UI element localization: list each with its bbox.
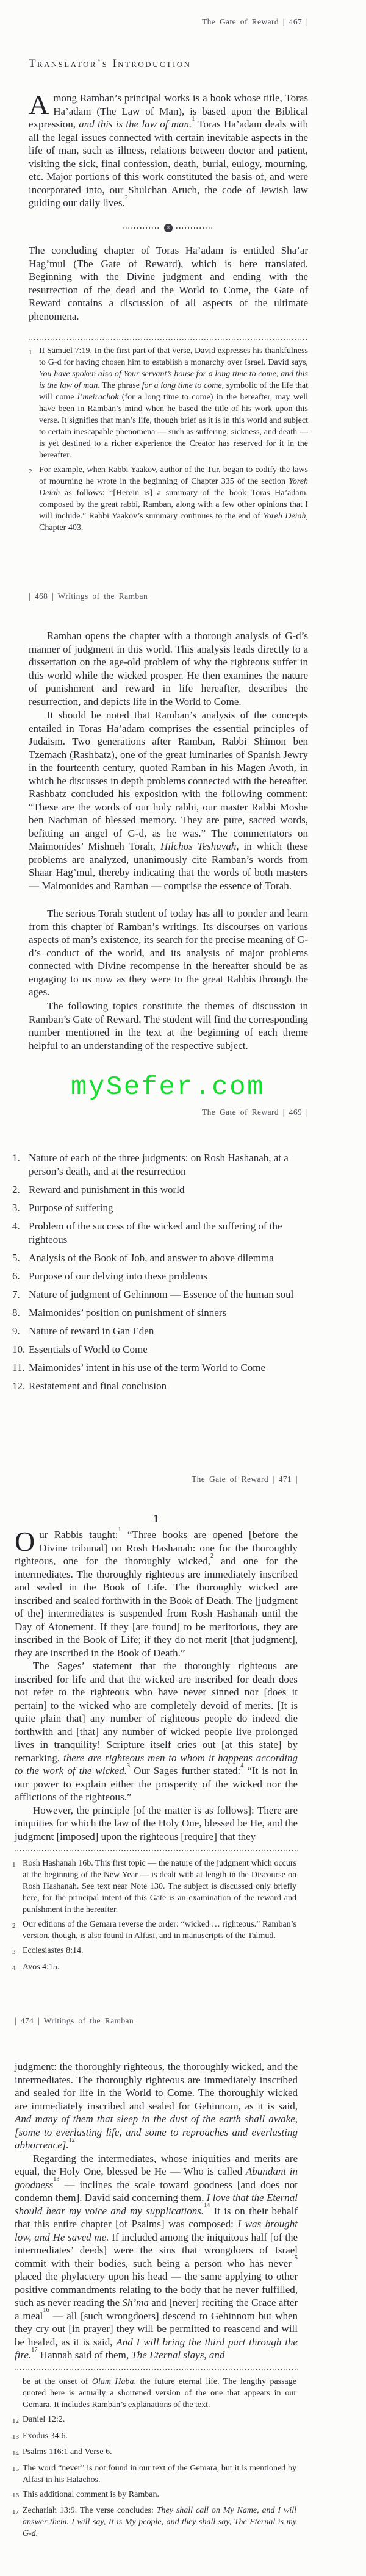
paragraph [29, 244, 308, 323]
list-item-number: 9. [12, 1325, 20, 1337]
list-item-number: 1. [12, 1152, 20, 1164]
footnote [12, 2463, 296, 2486]
list-item-text: Maimonides’ position on punishment of sinners [29, 1307, 227, 1318]
paragraph-text: The Sages’ statement that the thoroughly righteous are inscribed for life and that the wicked are inscribed for death does not refer to the righteous who have never sinned nor [does it pertain] to the wicked who are completely devoid of merits. [It is quite plain that] any number of righteous people do indeed die forthwith and [that] any number of wicked people live prolonged lives in tranquility! Scripture itself cries out [at this state] by remarking, there are righteous men to whom it happens according to the work of the wicked.$^3$ Our Sages further stated:$^4$ “It is not in our power to explain either the prosperity of the wicked nor the afflictions of the righteous.” [15, 1660, 298, 1803]
list-item-number: 2. [12, 1184, 20, 1195]
list-item-number: 5. [12, 1252, 20, 1264]
paragraph-text: ur Rabbis taught:$^1$ “Three books are opened [before the Divine tribunal] on Rosh Hashanah: one for the thoroughly righteous, one for the thoroughly wicked,$^2$ and one for the intermediates. The thoroughly righteous are immediately inscribed and sealed in the Book of Life. The thoroughly wicked are inscribed and sealed forthwith in the Book of Death. The [judgment of the] intermediates is suspended from Rosh Hashanah until the Day of Atonement. If they [are found] to be meritorious, they are inscribed in the Book of Life; if they do not merit [that judgment], they are inscribed in the Book of Death.” [15, 1526, 298, 1659]
footnote-number: 13 [12, 2433, 19, 2441]
list-item-text: Analysis of the Book of Job, and answer to above dilemma [29, 1252, 274, 1264]
list-item [12, 1151, 308, 1178]
list-item [12, 1251, 308, 1265]
rosette-icon: ✳ [164, 224, 173, 232]
list-item-text: Nature of each of the three judgments: on Rosh Hashanah, at a person’s death, and at the resurrection [29, 1152, 289, 1177]
list-item-text: Restatement and final conclusion [29, 1380, 167, 1392]
watermark-mysefer: mySefer.com [71, 1072, 265, 1103]
paragraph-text: The serious Torah student of today has all to ponder and learn from this chapter of Ramban’s writings. Its discourses on various aspects of man’s existence, its search for the precise meaning of G-d’s conduct of the world, and its analysis of major problems connected with Divine recompense in the hereafter should be as engaging to us now as they were to the great Rabbis through the ages. [29, 907, 308, 998]
footnote-text: Ecclesiastes 8:14. [23, 1946, 84, 1955]
footnote-number: 15 [12, 2466, 19, 2473]
dotted-line [176, 227, 214, 229]
footnote [12, 2489, 296, 2502]
running-header-468: | 468 | Writings of the Ramban [29, 592, 148, 601]
list-item-number: 12. [12, 1380, 26, 1392]
footnote-separator [15, 2369, 298, 2370]
list-item [12, 1220, 308, 1247]
list-item-number: 7. [12, 1289, 20, 1300]
running-header-474: | 474 | Writings of the Ramban [15, 2016, 134, 2025]
paragraph-text: Regarding the intermediates, whose iniquities and merits are equal, the Holy One, blessed be He — Who is called Abundant in goodness$^{13}$ — inclines the scale toward goodness [and does not condemn them]. David said concerning them, I love that the Eternal should hear my voice and my supplications.$^{14}$ It is on their behalf that this entire chapter [of Psalms] was composed: I was brought low, and He saved me. If included among the iniquitous half [of the intermediates’ deeds] were the sins that wrongdoers of Israel commit with their bodies, such being a person who has never$^{15}$ placed the phylactery upon his head — the same applying to other positive commandments relating to the body that he never fulfilled, such as never reading the Sh’ma and [never] reciting the Grace after a meal$^{16}$ — all [such wrongdoers] descend to Gehinnom but when they cry out [in prayer] they will be permitted to reascend and will be healed, as it is said, And I will bring the third part through the fire.$^{17}$ Hannah said of them, The Eternal slays, and [15, 2152, 298, 2361]
footnote [12, 1945, 296, 1958]
footnote-text: The word “never” is not found in our text of the Gemara, but it is mentioned by Alfasi in his Halachos. [23, 2463, 296, 2485]
footnote-number: 2 [29, 467, 32, 475]
footnote [29, 345, 308, 461]
paragraph-text: The following topics constitute the themes of discussion in Ramban’s Gate of Reward. The student will find the corresponding number mentioned in the text at the beginning of each theme helpful to an understanding of the respective subject. [29, 1000, 308, 1051]
footnote-number: 16 [12, 2492, 19, 2499]
footnote-continuation [12, 2376, 296, 2411]
footnote [29, 464, 308, 534]
list-item-number: 4. [12, 1220, 20, 1232]
section-title: Translator’s Introduction [29, 57, 192, 70]
list-item-text: Reward and punishment in this world [29, 1184, 185, 1195]
footnote-number: 14 [12, 2449, 19, 2457]
footnote [12, 1919, 296, 1942]
list-item [12, 1183, 308, 1197]
list-item-number: 3. [12, 1202, 20, 1214]
running-header-467: The Gate of Reward | 467 | [201, 17, 308, 26]
list-item-text: Problem of the success of the wicked and the suffering of the righteous [29, 1220, 282, 1245]
footnote-text: Our editions of the Gemara reverse the order: “wicked … righteous.” Ramban’s version, though, is also found in Alfasi, and in manuscripts of the Talmud. [23, 1920, 296, 1941]
paragraph-text: However, the principle [of the matter is as follows]: There are iniquities for which the law of the Holy One, blessed be He, and the judgment [imposed] upon the righteous [require] that they [15, 1804, 298, 1842]
paragraph [29, 91, 308, 210]
dotted-line [123, 227, 160, 229]
footnote-number [12, 2376, 23, 2411]
paragraph [29, 1000, 308, 1052]
list-item-number: 11. [12, 1362, 25, 1373]
paragraph-text: It should be noted that Ramban’s analysis of the concepts entailed in Toras Ha’adam comprises the essential principles of Judaism. Two generations after Ramban, Rabbi Shimon ben Tzemach (Rashbatz), one of the great luminaries of Spanish Jewry in the fourteenth century, quoted Ramban in his Magen Avoth, in which he discusses in depth problems connected with the hereafter. Rashbatz concluded his exposition with the following comment: “These are the words of our holy rabbi, our master Rabbi Moshe ben Nachman of blessed memory. They are pure, sacred words, befitting an angel of G-d, as he was.” The commentators on Maimonides’ Mishneh Torah, Hilchos Teshuvah, in which these problems are analyzed, unanimously cite Ramban’s words from Shaar Hag’mul, thereby indicating that the words of both masters — Maimonides and Ramban — comprise the essence of Torah. [29, 709, 308, 892]
footnote-text: For example, when Rabbi Yaakov, author of the Tur, began to codify the laws of mourning he wrote in the beginning of Chapter 335 of the section Yoreh Deiah as follows: “[Herein is] a summary of the book Toras Ha’adam, composed by the great rabbi, Ramban, along with a few other opinions that I will include.” Rabbi Yaakov’s summary continues to the end of Yoreh Deiah, Chapter 403. [39, 465, 308, 532]
chapter-number: 1 [153, 1512, 159, 1525]
drop-cap: A [29, 89, 49, 120]
footnote [12, 2446, 296, 2460]
footnotes-471 [12, 1858, 296, 1977]
footnote [12, 2414, 296, 2427]
footnote-text: Rosh Hashanah 16b. This first topic — the nature of the judgment which occurs at the beginning of the New Year — is dealt with at length in the Discourse on Rosh Hashanah. See text near Note 130. The subject is discussed only briefly here, for the principal intent of this Gate is an examination of the reward and punishment in the hereafter. [23, 1859, 296, 1914]
footnote-number: 17 [12, 2508, 19, 2516]
footnote-text: II Samuel 7:19. In the first part of that verse, David expresses his thankfulness to G-d for having chosen him to establish a monarchy over Israel. David says, You have spoken also of Your servant’s house for a long time to come, and this is the law of man. The phrase for a long time to come, symbolic of the life that will come l’meirachok (for a long time to come) in the hereafter, may well have been in Ramban’s mind when he based the title of his work upon this verse. It signifies that man’s life, though brief as it is in this world and subject to certain inescapable phenomena — such as suffering, sickness, and death — is yet destined to a richer experience the Creator has reserved for it in the hereafter. [39, 346, 308, 460]
footnote [12, 2430, 296, 2444]
topics-list [12, 1151, 308, 1398]
footnote [12, 1858, 296, 1916]
footnote [12, 2505, 296, 2539]
footnote-text: Psalms 116:1 and Verse 6. [23, 2447, 112, 2456]
drop-cap: O [15, 1526, 35, 1557]
paragraph-text: The concluding chapter of Toras Ha’adam is entitled Sha’ar Hag’mul (The Gate of Reward), which is here translated. Beginning with the Divine judgment and ending with the resurrection of the dead and the World to Come, the Gate of Reward contains a discussion of all aspects of the ultimate phenomena. [29, 245, 308, 322]
footnote-number: 2 [12, 1922, 16, 1930]
list-item-text: Purpose of our delving into these problems [29, 1270, 207, 1282]
list-item [12, 1201, 308, 1215]
page-body-474 [15, 2060, 298, 2362]
page-body-471 [15, 1528, 298, 1843]
footnote-number: 3 [12, 1948, 16, 1956]
running-header-469: The Gate of Reward | 469 | [201, 1107, 308, 1117]
footnote-text: Zechariah 13:9. The verse concludes: They shall call on My Name, and I will answer them. I will say, It is My people, and they shall say, The Eternal is my G-d. [23, 2506, 296, 2538]
paragraph-text: Ramban opens the chapter with a thorough analysis of G-d’s manner of judgment in this world. This analysis leads directly to a dissertation on the age-old problem of why the righteous suffer in this world while the wicked prosper. He then examines the nature of punishment and reward in life hereafter, describes the resurrection, and depicts life in the World to Come. [29, 630, 308, 707]
list-item-number: 10. [12, 1343, 26, 1355]
list-item [12, 1361, 308, 1375]
list-item [12, 1288, 308, 1301]
paragraph-text: judgment: the thoroughly righteous, the thoroughly wicked, and the intermediates. The thoroughly righteous are immediately inscribed and sealed for life in the World to Come. The thoroughly wicked are immediately inscribed and sealed for Gehinnom, as it is said, And many of them that sleep in the dust of the earth shall awake, [some to everlasting life, and some to reproaches and everlasting abhorrence].$^{12}$ [15, 2061, 298, 2151]
footnote-text: Exodus 34:6. [23, 2431, 68, 2441]
footnote-number: 1 [29, 348, 32, 356]
list-item [12, 1343, 308, 1356]
paragraph [29, 907, 308, 999]
footnotes-474 [12, 2376, 296, 2542]
footnote-number: 1 [12, 1861, 16, 1869]
paragraph [29, 629, 308, 708]
footnote-text: This additional comment is by Ramban. [23, 2489, 159, 2499]
footnote-number: 12 [12, 2417, 19, 2425]
footnote-text: Daniel 12:2. [23, 2415, 65, 2424]
ornament-divider [29, 223, 308, 233]
list-item-text: Purpose of suffering [29, 1202, 113, 1214]
footnote-text: be at the onset of Olam Haba, the future eternal life. The lengthy passage quoted here is actually a shortened version of the one that appears in our Gemara. It includes Ramban’s explanations of the text. [23, 2377, 296, 2410]
list-item-text: Nature of judgment of Gehinnom — Essence of the human soul [29, 1289, 294, 1300]
list-item [12, 1379, 308, 1393]
list-item-text: Essentials of World to Come [29, 1343, 148, 1355]
footnote [12, 1961, 296, 1975]
paragraph [29, 709, 308, 892]
list-item [12, 1270, 308, 1283]
running-header-471: The Gate of Reward | 471 | [191, 1475, 298, 1484]
list-item-number: 8. [12, 1307, 20, 1318]
list-item-text: Maimonides’ intent in his use of the term World to Come [29, 1362, 266, 1373]
footnote-number: 4 [12, 1964, 16, 1972]
footnote-separator [29, 339, 308, 340]
list-item [12, 1325, 308, 1338]
list-item-text: Nature of reward in Gan Eden [29, 1325, 154, 1337]
paragraph-text: mong Ramban’s principal works is a book whose title, Toras Ha’adam (The Law of Man), is based upon the Biblical expression, and this is the law of man.$^1$ Toras Ha’adam deals with all the legal issues connected with certain inevitable aspects in the life of man, such as illness, relations between doctor and patient, visiting the sick, final confession, death, burial, eulogy, mourning, etc. Major portions of this work constituted the basis of, and were incorporated into, our Shulchan Aruch, the code of Jewish law guiding our daily lives.$^2$ [29, 92, 308, 209]
list-item [12, 1306, 308, 1320]
list-item-number: 6. [12, 1270, 20, 1282]
footnotes-467 [29, 345, 308, 537]
footnote-text: Avos 4:15. [23, 1962, 60, 1972]
footnote-separator [15, 1850, 298, 1852]
